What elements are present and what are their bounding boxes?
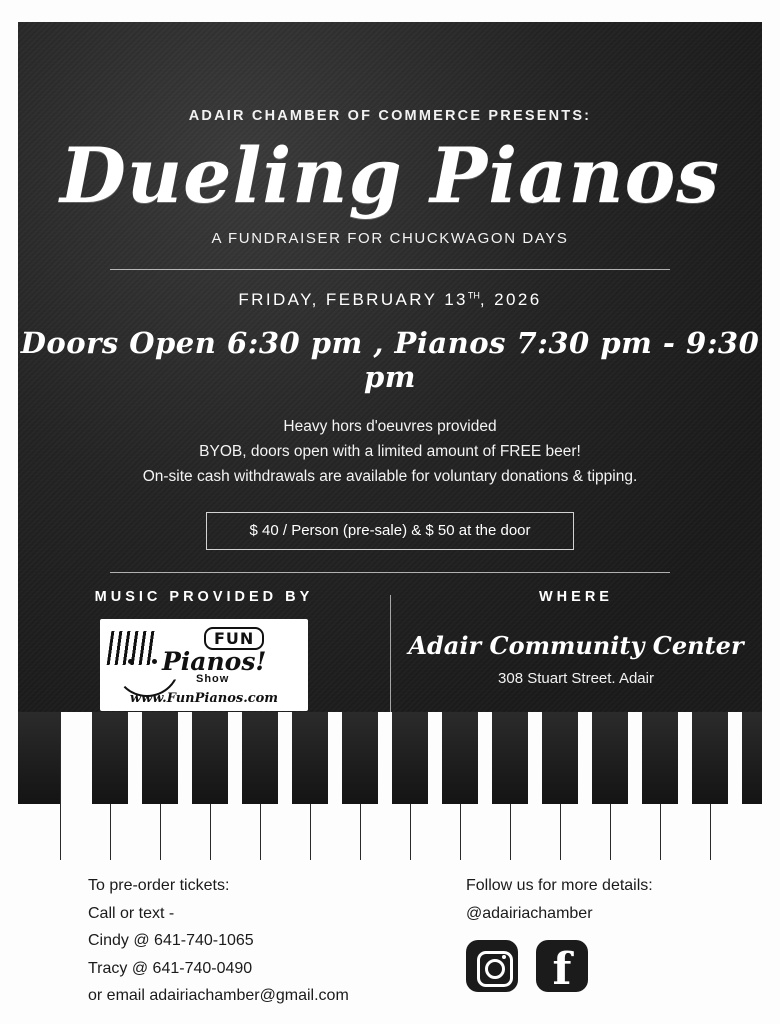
fun-pianos-logo <box>100 619 308 711</box>
eye-icon <box>152 659 157 664</box>
facebook-glyph: f <box>552 944 572 995</box>
subtitle: A FUNDRAISER FOR CHUCKWAGON DAYS <box>211 230 569 248</box>
logo-fun-text: FUN <box>204 627 264 650</box>
black-key <box>342 712 378 804</box>
social-follow-block <box>466 872 653 927</box>
black-key <box>542 712 578 804</box>
detail-line: Heavy hors d'oeuvres provided <box>283 418 497 436</box>
black-key <box>592 712 628 804</box>
black-key <box>242 712 278 804</box>
where-heading: WHERE <box>539 588 613 605</box>
facebook-icon[interactable] <box>536 940 588 995</box>
black-key <box>492 712 528 804</box>
info-columns <box>18 589 762 711</box>
black-key <box>692 712 728 804</box>
music-column <box>18 589 390 711</box>
social-icons <box>466 940 588 995</box>
black-key <box>292 712 328 804</box>
contact-line: Tracy @ 641-740-0490 <box>88 959 253 977</box>
black-key <box>142 712 178 804</box>
detail-line: BYOB, doors open with a limited amount of FREE beer! <box>199 443 581 461</box>
price-box: $ 40 / Person (pre-sale) & $ 50 at the door <box>206 512 574 550</box>
piano-keys-strip <box>18 712 762 860</box>
page-title: Dueling Pianos <box>59 131 721 220</box>
detail-line: On-site cash withdrawals are available for voluntary donations & tipping. <box>142 468 638 486</box>
black-key <box>442 712 478 804</box>
instagram-dot <box>502 955 506 959</box>
logo-show-text: Show <box>196 672 230 685</box>
divider-top <box>110 269 670 270</box>
eye-icon <box>128 659 133 664</box>
poster-panel <box>18 22 762 712</box>
event-date <box>18 290 762 310</box>
white-key-separator <box>60 712 61 860</box>
event-details <box>18 414 762 489</box>
logo-url-text: www.FunPianos.com <box>129 690 279 706</box>
music-heading: MUSIC PROVIDED BY <box>94 588 314 605</box>
black-key <box>18 712 60 804</box>
black-key <box>742 712 762 804</box>
social-handle: @adairiachamber <box>466 904 593 922</box>
divider-bottom <box>110 572 670 573</box>
event-date-year: , 2026 <box>479 290 542 310</box>
footer <box>0 862 780 1024</box>
event-times: Doors Open 6:30 pm , Pianos 7:30 pm - 9:30 pm <box>20 326 760 395</box>
column-divider <box>390 595 391 712</box>
black-key <box>392 712 428 804</box>
contact-line: To pre-order tickets: <box>88 877 230 894</box>
event-date-main: FRIDAY, FEBRUARY 13 <box>238 290 468 310</box>
black-key <box>192 712 228 804</box>
instagram-icon[interactable] <box>466 940 518 992</box>
logo-pianos-text: Pianos! <box>162 646 267 676</box>
follow-line: Follow us for more details: <box>466 877 653 894</box>
where-column <box>390 589 762 711</box>
event-date-suffix: TH <box>467 290 480 301</box>
presenter-line: ADAIR CHAMBER OF COMMERCE PRESENTS: <box>188 108 592 124</box>
venue-address: 308 Stuart Street. Adair <box>498 669 654 687</box>
contact-line: Cindy @ 641-740-1065 <box>88 932 254 950</box>
contact-line: Call or text - <box>88 904 175 922</box>
instagram-lens <box>485 959 505 979</box>
black-key <box>92 712 128 804</box>
ticket-contact-block <box>88 872 349 1010</box>
contact-line: or email adairiachamber@gmail.com <box>88 987 349 1005</box>
venue-name: Adair Community Center <box>408 630 744 660</box>
black-key <box>642 712 678 804</box>
